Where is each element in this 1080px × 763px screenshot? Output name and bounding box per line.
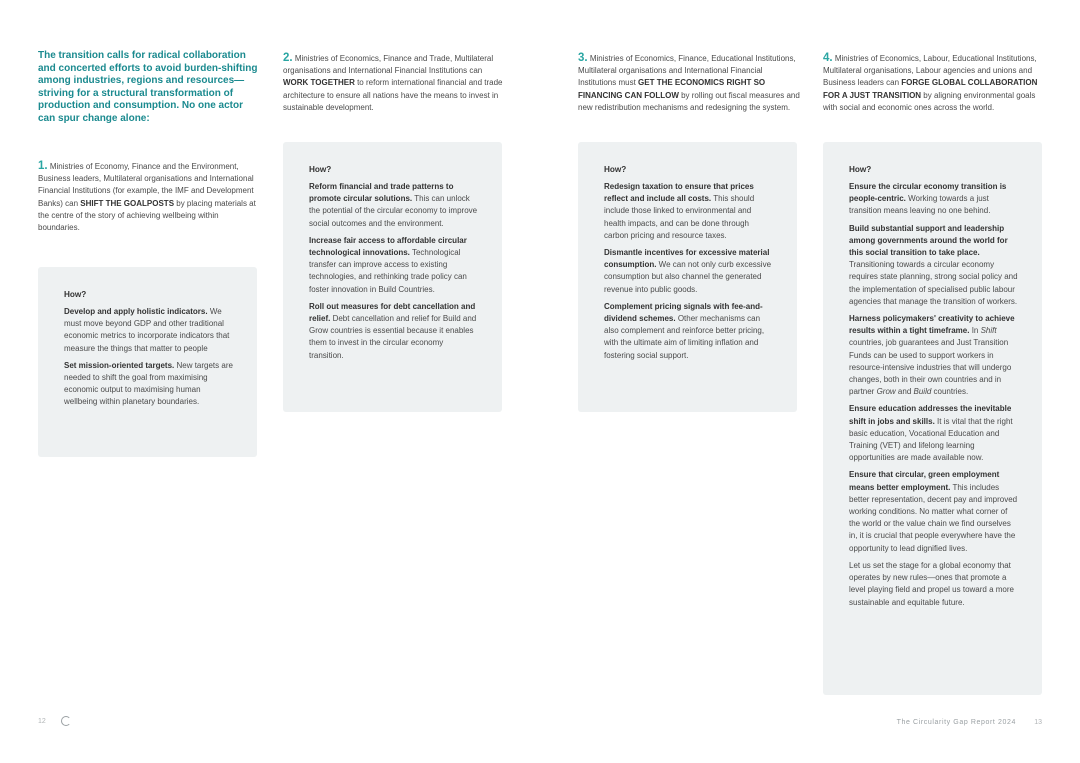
actor-intro-1: 1. Ministries of Economy, Finance and the Environment, Business leaders, Multilateral organisations and International Financial Institutions (for example, the IMF and Development Banks) can SHIFT THE GOALPOSTS by placing materials at the centre of the story of achieving wellbeing within boundaries. xyxy=(38,160,256,233)
how-heading: How? xyxy=(64,290,87,299)
circle-logo-icon xyxy=(61,716,71,726)
list-item: Dismantle incentives for excessive material consumption. We can not only curb excessive consumption but also channel the generated revenue into public goods. xyxy=(604,248,772,294)
page-number-left: 12 xyxy=(38,718,46,725)
actor-intro-2: 2. Ministries of Economics, Finance and Trade, Multilateral organisations and International Financial Institutions can WORK TOGETHER to reform international financial and trade architecture to ensure all nations have the means to invest in sustainable development. xyxy=(283,52,503,112)
list-item: Ensure that circular, green employment means better employment. This includes better representation, decent pay and improved working conditions. No matter what corner of the world or the value chain we find ourselves in, it is crucial that people everywhere have the opportunity to lead dignified lives. xyxy=(849,470,1018,553)
report-title: The Circularity Gap Report 2024 xyxy=(896,719,1016,726)
list-item: Reform financial and trade patterns to promote circular solutions. This can unlock the potential of the circular economy to improve social outcomes and the environment. xyxy=(309,182,478,228)
how-box-2 xyxy=(283,142,502,412)
page-number-right: 13 xyxy=(1034,719,1042,726)
list-item: Harness policymakers' creativity to achieve results within a tight timeframe. In Shift countries, job guarantees and Just Transition Funds can be used to support workers in resource-intensive industries that will undergo changes, both in their own countries and in partner Grow and Build countries. xyxy=(849,314,1015,397)
how-box-4 xyxy=(823,142,1042,695)
item-number: 2. xyxy=(283,52,293,64)
actor-intro-3: 3. Ministries of Economics, Finance, Educational Institutions, Multilateral organisations and International Financial Institutions must GET THE ECONOMICS RIGHT SO FINANCING CAN FOLLOW by rolling out fiscal measures and new redistribution mechanisms and redesigning the system. xyxy=(578,52,800,112)
how-heading: How? xyxy=(604,165,627,174)
list-item: Complement pricing signals with fee-and-dividend schemes. Other mechanisms can also complement and reinforce better pricing, with the ultimate aim of limiting inflation and fostering social support. xyxy=(604,301,765,360)
closing-paragraph: Let us set the stage for a global economy that operates by new rules—ones that promote a level playing field and propel us toward a more sustainable and equitable future. xyxy=(849,560,1014,607)
actor-intro-4: 4. Ministries of Economics, Labour, Educational Institutions, Multilateral organisations, Labour agencies and unions and Business leaders can FORGE GLOBAL COLLABORATION FOR A JUST TRANSITION by aligning environmental goals with social and economic ones across the world. xyxy=(823,52,1038,112)
item-number: 3. xyxy=(578,52,588,64)
list-item: Roll out measures for debt cancellation and relief. Debt cancellation and relief for Build and Grow countries is essential because it enables them to invest in the circular economy transition. xyxy=(309,301,477,360)
list-item: Redesign taxation to ensure that prices reflect and include all costs. This should include those linked to environmental and health impacts, and can be done through carbon pricing and resource taxes. xyxy=(604,182,755,240)
item-number: 4. xyxy=(823,52,833,64)
list-item: Ensure the circular economy transition is people-centric. Working towards a just transition means leaving no one behind. xyxy=(849,182,1007,216)
list-item: Ensure education addresses the inevitable shift in jobs and skills. It is vital that the right basic education, Vocational Education and Training (VET) and lifelong learning opportunities are made available now. xyxy=(849,404,1013,463)
how-heading: How? xyxy=(849,165,872,174)
item-number: 1. xyxy=(38,160,48,172)
lead-heading: The transition calls for radical collaboration and concerted efforts to avoid burden-shifting among industries, regions and resources—striving for a structural transformation of production and consumption. No one actor can spur change alone: xyxy=(38,50,258,124)
list-item: Set mission-oriented targets. New targets are needed to shift the goal from maximising economic output to maximising human wellbeing within planetary boundaries. xyxy=(64,360,233,407)
list-item: Develop and apply holistic indicators. We must move beyond GDP and other traditional economic metrics to incorporate indicators that measure the things that matter to people xyxy=(64,307,230,353)
how-heading: How? xyxy=(309,165,332,174)
how-box-1 xyxy=(38,267,257,457)
list-item: Increase fair access to affordable circular technological innovations. Technological transfer can improve access to existing technologies, and rethinking trade policy can foster innovation in Build Countries. xyxy=(309,235,467,294)
how-box-3 xyxy=(578,142,797,412)
list-item: Build substantial support and leadership among governments around the world for this social transition to take place. Transitioning towards a circular economy requires state planning, strong social policy and the implementation of specialised public labour agencies that manage the transition of workers. xyxy=(849,223,1018,306)
